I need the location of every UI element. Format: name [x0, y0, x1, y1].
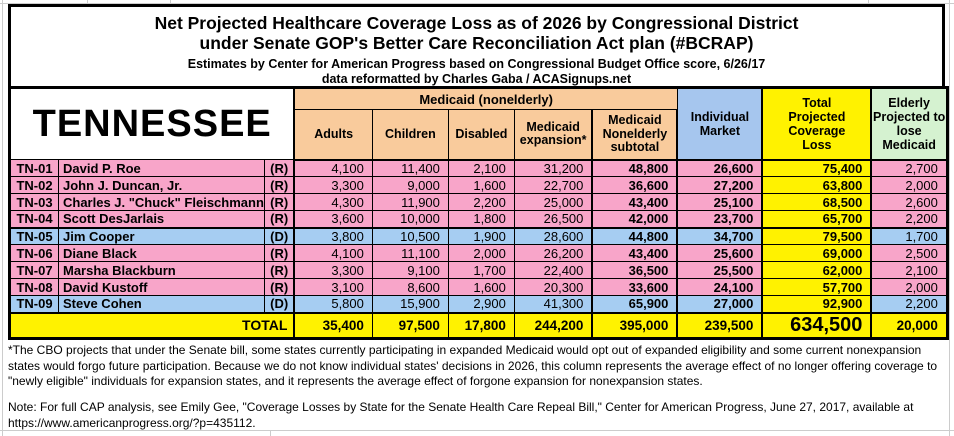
- total-elderly-cell: 20,000: [871, 313, 947, 339]
- total-adults-cell: 35,400: [294, 313, 372, 339]
- expansion-cell: 31,200: [514, 160, 592, 177]
- disabled-cell: 2,200: [448, 194, 514, 211]
- elderly-cell: 1,700: [871, 228, 947, 245]
- disabled-cell: 2,900: [448, 296, 514, 313]
- coverage-loss-table: [8, 86, 949, 340]
- total-loss-cell: 57,700: [762, 279, 871, 296]
- individual-market-cell: 25,100: [677, 194, 762, 211]
- subtotal-cell: 43,400: [592, 245, 677, 262]
- total-loss-cell: 62,000: [762, 262, 871, 279]
- expansion-cell: 20,300: [514, 279, 592, 296]
- column-header-label: Individual Market: [690, 109, 750, 138]
- rep-name-cell: Diane Black: [59, 245, 265, 262]
- state-label: TENNESSEE: [10, 88, 295, 160]
- total-loss-cell: 75,400: [762, 160, 871, 177]
- disabled-cell: 2,000: [448, 245, 514, 262]
- children-cell: 11,400: [372, 160, 448, 177]
- title-credit-line: data reformatted by Charles Gaba / ACASignups.net: [321, 72, 632, 86]
- cbo-footnote: *The CBO projects that under the Senate bill, some states currently participating in expanded Medicaid would opt out of expanded eligibility and some current nonexpansion states would forgo future participation. Because we do not know individual states' decisions in 2026, this column represents the average effect of no longer offering coverage to "newly eligible" individuals for expansion states, and it represents the average effect of forgone expansion for nonexpansion states.: [8, 343, 938, 388]
- party-cell: (R): [264, 211, 294, 228]
- total-loss-cell: 65,700: [762, 211, 871, 228]
- column-header-label: Medicaid Nonelderly subtotal: [602, 113, 668, 154]
- table-row: [10, 177, 948, 194]
- column-header-children: Children: [372, 110, 448, 160]
- title-source-line: Estimates by Center for American Progress based on Congressional Budget Office score, 6/26/17: [187, 57, 766, 71]
- adults-cell: 5,800: [294, 296, 372, 313]
- page-title-line2: under Senate GOP's Better Care Reconciliation Act plan (#BCRAP): [199, 33, 754, 53]
- district-id-cell: TN-02: [10, 177, 59, 194]
- column-header-label: Total Projected Coverage Loss: [788, 95, 846, 152]
- expansion-cell: 22,400: [514, 262, 592, 279]
- adults-cell: 3,300: [294, 262, 372, 279]
- total-loss-cell: 79,500: [762, 228, 871, 245]
- expansion-cell: 41,300: [514, 296, 592, 313]
- district-id-cell: TN-03: [10, 194, 59, 211]
- cap-analysis-note: Note: For full CAP analysis, see Emily Gee, "Coverage Losses by State for the Senate Health Care Repeal Bill," Center for American Progress, June 27, 2017, available at https://www.americanprogress.org/?p=435112.: [8, 400, 914, 430]
- elderly-cell: 2,200: [871, 296, 947, 313]
- disabled-cell: 1,700: [448, 262, 514, 279]
- elderly-cell: 2,200: [871, 211, 947, 228]
- district-id-cell: TN-07: [10, 262, 59, 279]
- column-header-individual-market: [677, 88, 762, 160]
- rep-name-cell: David P. Roe: [59, 160, 265, 177]
- children-cell: 9,100: [372, 262, 448, 279]
- subtotal-cell: 48,800: [592, 160, 677, 177]
- elderly-cell: 2,600: [871, 194, 947, 211]
- adults-cell: 4,100: [294, 160, 372, 177]
- table-row: [10, 245, 948, 262]
- subtotal-cell: 42,000: [592, 211, 677, 228]
- district-id-cell: TN-01: [10, 160, 59, 177]
- district-id-cell: TN-05: [10, 228, 59, 245]
- individual-market-cell: 34,700: [677, 228, 762, 245]
- district-id-cell: TN-04: [10, 211, 59, 228]
- children-cell: 11,900: [372, 194, 448, 211]
- subtotal-cell: 33,600: [592, 279, 677, 296]
- total-loss-cell: 63,800: [762, 177, 871, 194]
- children-cell: 8,600: [372, 279, 448, 296]
- rep-name-cell: Scott DesJarlais: [59, 211, 265, 228]
- party-cell: (R): [264, 177, 294, 194]
- party-cell: (R): [264, 245, 294, 262]
- adults-cell: 4,100: [294, 245, 372, 262]
- disabled-cell: 1,600: [448, 279, 514, 296]
- individual-market-cell: 27,200: [677, 177, 762, 194]
- individual-market-cell: 27,000: [677, 296, 762, 313]
- elderly-cell: 2,000: [871, 279, 947, 296]
- rep-name-cell: John J. Duncan, Jr.: [59, 177, 265, 194]
- column-header-expansion: [514, 110, 592, 160]
- party-cell: (R): [264, 262, 294, 279]
- adults-cell: 3,300: [294, 177, 372, 194]
- subtotal-cell: 44,800: [592, 228, 677, 245]
- total-children-cell: 97,500: [372, 313, 448, 339]
- total-expansion-cell: 244,200: [514, 313, 592, 339]
- disabled-cell: 1,600: [448, 177, 514, 194]
- adults-cell: 3,800: [294, 228, 372, 245]
- party-cell: (R): [264, 160, 294, 177]
- individual-market-cell: 25,600: [677, 245, 762, 262]
- rep-name-cell: Steve Cohen: [59, 296, 265, 313]
- subtotal-cell: 65,900: [592, 296, 677, 313]
- column-header-label: Medicaid expansion*: [519, 119, 587, 148]
- district-id-cell: TN-08: [10, 279, 59, 296]
- individual-market-cell: 23,700: [677, 211, 762, 228]
- children-cell: 15,900: [372, 296, 448, 313]
- individual-market-cell: 25,500: [677, 262, 762, 279]
- total-row: [10, 313, 948, 339]
- column-header-elderly: [871, 88, 947, 160]
- total-label: TOTAL: [10, 313, 295, 339]
- column-header-subtotal: [592, 110, 677, 160]
- individual-market-cell: 26,600: [677, 160, 762, 177]
- page-title-line1: Net Projected Healthcare Coverage Loss as of 2026 by Congressional District: [154, 13, 799, 33]
- disabled-cell: 2,100: [448, 160, 514, 177]
- expansion-cell: 22,700: [514, 177, 592, 194]
- title-box: [8, 4, 945, 86]
- party-cell: (D): [264, 228, 294, 245]
- expansion-cell: 26,500: [514, 211, 592, 228]
- elderly-cell: 2,500: [871, 245, 947, 262]
- rep-name-cell: Jim Cooper: [59, 228, 265, 245]
- expansion-cell: 28,600: [514, 228, 592, 245]
- expansion-cell: 25,000: [514, 194, 592, 211]
- table-row: [10, 279, 948, 296]
- gridline: [949, 0, 950, 436]
- total-subtotal-cell: 395,000: [592, 313, 677, 339]
- subtotal-cell: 43,400: [592, 194, 677, 211]
- rep-name-cell: David Kustoff: [59, 279, 265, 296]
- party-cell: (D): [264, 296, 294, 313]
- elderly-cell: 2,700: [871, 160, 947, 177]
- party-cell: (R): [264, 279, 294, 296]
- table-row: [10, 160, 948, 177]
- children-cell: 10,500: [372, 228, 448, 245]
- children-cell: 9,000: [372, 177, 448, 194]
- table-row: [10, 262, 948, 279]
- disabled-cell: 1,900: [448, 228, 514, 245]
- district-id-cell: TN-06: [10, 245, 59, 262]
- total-loss-cell: 92,900: [762, 296, 871, 313]
- table-row: [10, 194, 948, 211]
- disabled-cell: 1,800: [448, 211, 514, 228]
- adults-cell: 3,100: [294, 279, 372, 296]
- table-row: [10, 296, 948, 313]
- column-header-disabled: Disabled: [448, 110, 514, 160]
- table-row: [10, 228, 948, 245]
- subtotal-cell: 36,500: [592, 262, 677, 279]
- adults-cell: 3,600: [294, 211, 372, 228]
- party-cell: (R): [264, 194, 294, 211]
- subtotal-cell: 36,600: [592, 177, 677, 194]
- total-loss-cell: 68,500: [762, 194, 871, 211]
- column-header-adults: Adults: [294, 110, 372, 160]
- rep-name-cell: Charles J. "Chuck" Fleischmann: [59, 194, 265, 211]
- children-cell: 11,100: [372, 245, 448, 262]
- gridline: [2, 0, 3, 436]
- medicaid-group-header: Medicaid (nonelderly): [294, 88, 677, 110]
- elderly-cell: 2,000: [871, 177, 947, 194]
- table-row: [10, 211, 948, 228]
- elderly-cell: 2,100: [871, 262, 947, 279]
- individual-market-cell: 24,100: [677, 279, 762, 296]
- children-cell: 10,000: [372, 211, 448, 228]
- expansion-cell: 26,200: [514, 245, 592, 262]
- rep-name-cell: Marsha Blackburn: [59, 262, 265, 279]
- total-disabled-cell: 17,800: [448, 313, 514, 339]
- total-individual-market-cell: 239,500: [677, 313, 762, 339]
- grand-total-cell: 634,500: [762, 313, 871, 339]
- column-header-label: Elderly Projected to lose Medicaid: [873, 95, 946, 152]
- adults-cell: 4,300: [294, 194, 372, 211]
- total-loss-cell: 69,000: [762, 245, 871, 262]
- district-id-cell: TN-09: [10, 296, 59, 313]
- district-rows: [10, 160, 948, 313]
- column-header-total-loss: [762, 88, 871, 160]
